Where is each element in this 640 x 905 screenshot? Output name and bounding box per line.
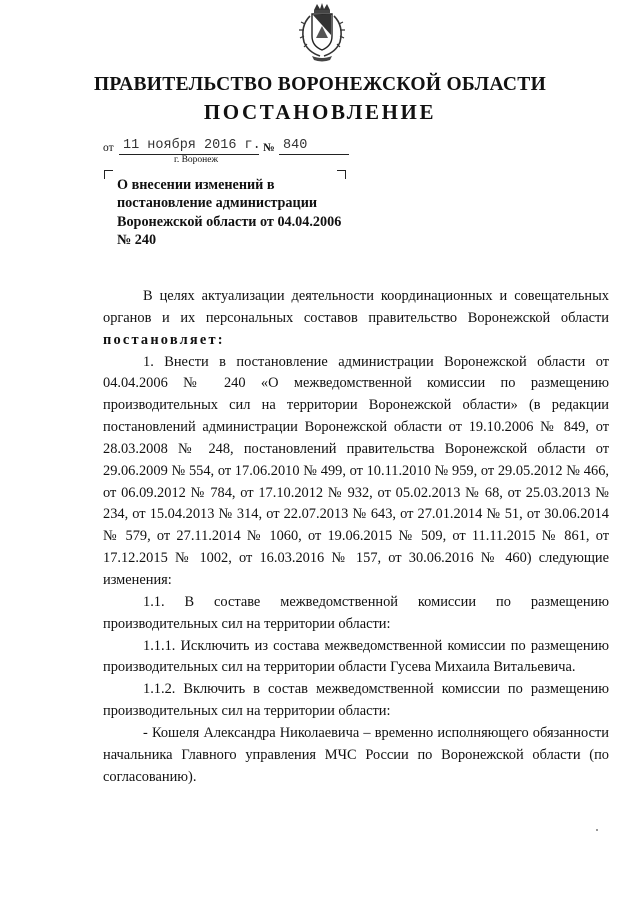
- document-body: [103, 286, 609, 788]
- preamble-paragraph: В целях актуализации деятельности координационных и совещательных органов и их персональных составов правительство Воронежской области постановляет:: [103, 288, 609, 348]
- document-date-number: [103, 136, 363, 156]
- paragraph-dash-item: - Кошеля Александра Николаевича – временно исполняющего обязанности начальника Главного управления МЧС России по Воронежской области (по согласованию).: [103, 724, 609, 785]
- government-title: ПРАВИТЕЛЬСТВО ВОРОНЕЖСКОЙ ОБЛАСТИ: [93, 74, 547, 95]
- city-label: г. Воронеж: [174, 155, 219, 165]
- scan-artifact: [596, 829, 598, 831]
- preamble-verb: постановляет:: [103, 331, 225, 348]
- document-subject: О внесении изменений в постановление администрации Воронежской области от 04.04.2006 № 240: [117, 177, 342, 248]
- paragraph-1: 1. Внести в постановление администрации Воронежской области от 04.04.2006 № 240 «О межведомственной комиссии по размещению производительных сил на территории Воронежской области» (в редакции постановлений администрации Воронежской области от 19.10.2006 № 849, от 28.03.2008 № 248, постановлений правительства Воронежской области от 29.06.2009 № 554, от 17.06.2010 № 499, от 10.11.2010 № 959, от 29.05.2012 № 466, от 06.09.2012 № 784, от 17.10.2012 № 932, от 05.02.2013 № 68, от 25.03.2013 № 234, от 15.04.2013 № 314, от 22.07.2013 № 643, от 27.01.2014 № 51, от 30.06.2014 № 579, от 27.11.2014 № 1060, от 19.06.2015 № 509, от 11.11.2015 № 861, от 17.12.2015 № 1002, от 16.03.2016 № 157, от 30.06.2016 № 460) следующие изменения:: [103, 353, 609, 588]
- date-label: от: [103, 142, 114, 154]
- document-number: 840: [283, 138, 308, 153]
- paragraph-1-1-1: 1.1.1. Исключить из состава межведомственной комиссии по размещению производительных сил на территории области Гусева Михаила Витальевича.: [103, 637, 609, 676]
- document-type-title: ПОСТАНОВЛЕНИЕ: [203, 100, 437, 124]
- paragraph-1-1: 1.1. В составе межведомственной комиссии по размещению производительных сил на территории области:: [103, 593, 609, 632]
- document-date: 11 ноября 2016 г.: [123, 138, 261, 153]
- subject-bracket-left: [104, 170, 113, 179]
- paragraph-1-1-2: 1.1.2. Включить в состав межведомственной комиссии по размещению производительных сил на территории области:: [103, 681, 609, 720]
- number-label: №: [263, 142, 275, 154]
- coat-of-arms-icon: [296, 2, 348, 62]
